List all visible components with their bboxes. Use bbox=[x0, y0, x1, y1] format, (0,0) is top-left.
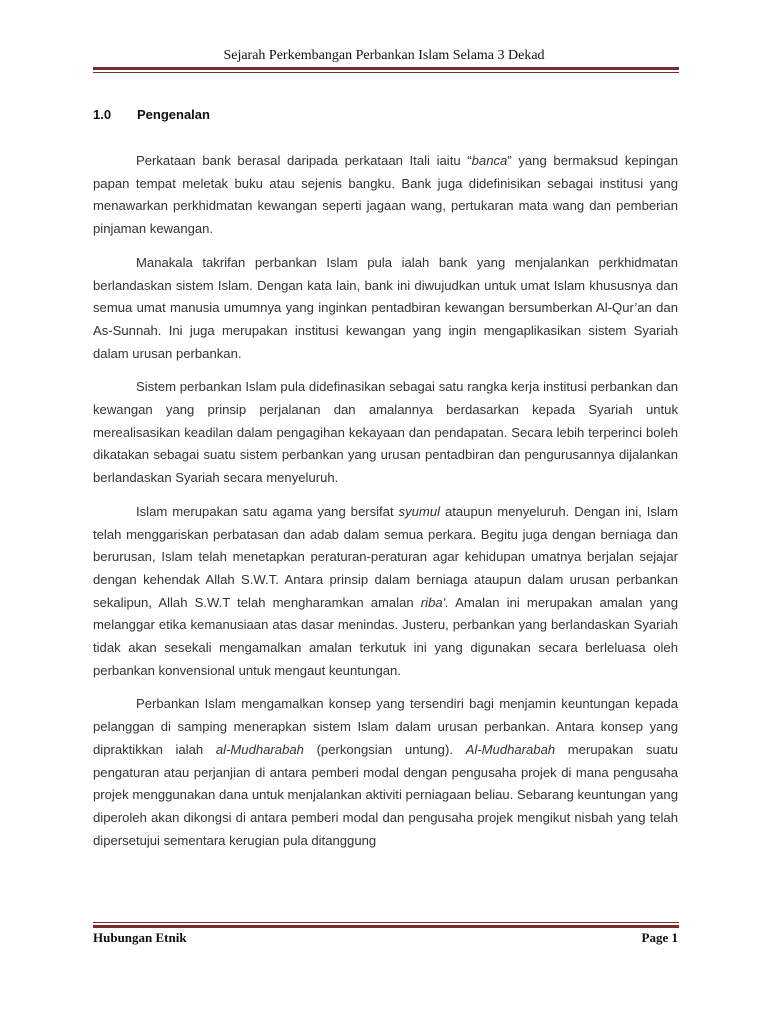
footer-course-name: Hubungan Etnik bbox=[93, 930, 187, 945]
paragraph-text: Perbankan Islam mengamalkan konsep yang tersendiri bagi menjamin keuntungan kepada pelanggan di samping menerapkan sistem Islam dalam urusan perbankan. Antara konsep yang dipraktikkan ialah bbox=[93, 696, 678, 757]
italic-term: Al-Mudharabah bbox=[465, 741, 556, 757]
paragraph-text: (perkongsian untung). bbox=[303, 741, 466, 757]
section-number: 1.0 bbox=[93, 107, 112, 122]
footer-page-number: Page 1 bbox=[641, 930, 678, 945]
italic-term: riba'. bbox=[420, 594, 449, 610]
header-rule-thin bbox=[93, 72, 679, 73]
italic-term: syumul bbox=[398, 503, 441, 519]
paragraph-text: Sistem perbankan Islam pula didefinasikan sebagai satu rangka kerja institusi perbankan dan kewangan yang prinsip perjalanan dan amalannya berdasarkan kepada Syariah untuk merealisasikan keadilan dalam pengagihan kekayaan dan pendapatan. Secara lebih terperinci boleh dikatakan sebagai suatu sistem perbankan yang urusan pentadbiran dan pengurusannya dijalankan berlandaskan Syariah secara menyeluruh. bbox=[93, 379, 678, 486]
paragraph bbox=[93, 501, 678, 683]
paragraph-text: Perkataan bank berasal daripada perkataan Itali iaitu “ bbox=[136, 153, 472, 168]
paragraph bbox=[93, 150, 678, 241]
section-title: Pengenalan bbox=[137, 107, 210, 122]
paragraph-text: ataupun menyeluruh. Dengan ini, Islam telah menggariskan perbatasan dan adab dalam semua perkara. Begitu juga dengan berniaga dan berurusan, Islam telah menetapkan peraturan-peraturan agar kehidupan umatnya berjalan sejajar dengan kehendak Allah S.W.T. Antara prinsip dalam berniaga ataupun dalam urusan perbankan sekalipun, Allah S.W.T telah mengharamkan amalan bbox=[93, 503, 678, 610]
header-rule-thick bbox=[93, 67, 679, 70]
italic-term: al-Mudharabah bbox=[215, 741, 304, 757]
paragraph bbox=[93, 693, 678, 852]
paragraph-text: Islam merupakan satu agama yang bersifat bbox=[136, 503, 399, 519]
footer-rule-thick bbox=[93, 925, 679, 928]
paragraph bbox=[93, 376, 678, 490]
paragraph-text: merupakan suatu pengaturan atau perjanjian di antara pemberi modal dengan pengusaha projek di mana pengusaha projek menggunakan dana untuk menjalankan aktiviti perniagaan beliau. Sebarang keuntungan yang diperoleh akan dikongsi di antara pemberi modal dan pengusaha projek mengikut nisbah yang telah dipersetujui sementara kerugian pula ditanggung bbox=[93, 741, 678, 848]
body-text bbox=[93, 150, 678, 863]
section-heading bbox=[93, 107, 210, 122]
italic-term: banca bbox=[471, 153, 508, 168]
paragraph bbox=[93, 252, 678, 366]
paragraph-text: Amalan ini merupakan amalan yang melanggar etika kemanusiaan atas dasar menindas. Justeru, perbankan yang berlandaskan Syariah tidak akan sesekali mengamalkan amalan terkutuk ini yang digunakan secara berleluasa oleh perbankan konvensional untuk mengaut keuntungan. bbox=[93, 594, 678, 678]
paragraph-text: Manakala takrifan perbankan Islam pula ialah bank yang menjalankan perkhidmatan berlandaskan sistem Islam. Dengan kata lain, bank ini diwujudkan untuk umat Islam khususnya dan semua umat manusia umumnya yang inginkan pentadbiran kewangan bersumberkan Al-Qur’an dan As-Sunnah. Ini juga merupakan institusi kewangan yang ingin mengaplikasikan sistem Syariah dalam urusan perbankan. bbox=[93, 254, 678, 361]
paragraph-text: ” yang bermaksud kepingan papan tempat meletak buku atau sejenis bangku. Bank juga didefinisikan sebagai institusi yang menawarkan perkhidmatan kewangan seperti jagaan wang, pertukaran mata wang dan pemberian pinjaman kewangan. bbox=[93, 153, 678, 237]
footer-rule-thin bbox=[93, 922, 679, 923]
header-title: Sejarah Perkembangan Perbankan Islam Selama 3 Dekad bbox=[223, 48, 545, 63]
